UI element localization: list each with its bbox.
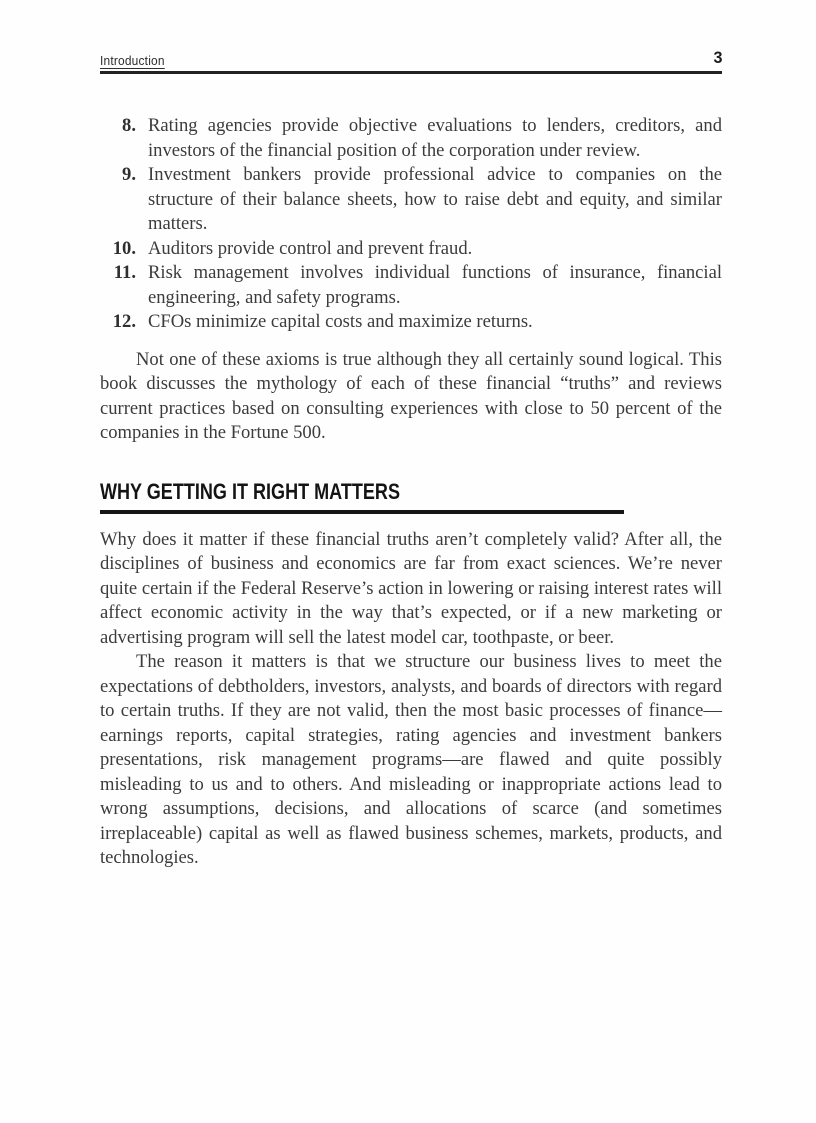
running-header-section-label: Introduction (100, 53, 165, 68)
list-item-number: 9. (122, 164, 136, 185)
section-heading: WHY GETTING IT RIGHT MATTERS (100, 478, 400, 504)
list-item-text: Rating agencies provide objective evaluations to lenders, creditors, and investors of the financial position of the corporation under review. (148, 115, 722, 161)
numbered-list (100, 114, 722, 335)
section-body (100, 528, 722, 871)
running-header (100, 48, 722, 68)
list-item-number: 10. (112, 237, 136, 259)
list-item-text: Risk management involves individual functions of insurance, financial engineering, and safety programs. (148, 262, 722, 308)
list-item (100, 114, 722, 163)
header-rule (100, 71, 722, 74)
section-paragraph: Why does it matter if these financial truths aren’t completely valid? After all, the disciplines of business and economics are far from exact sciences. We’re never quite certain if the Federal Reserve’s action in lowering or raising interest rates will affect economic activity in the way that’s expected, or if a new marketing or advertising program will sell the latest model car, toothpaste, or beer. (100, 528, 722, 648)
section-paragraph: The reason it matters is that we structure our business lives to meet the expectations of debtholders, investors, analysts, and boards of directors with regard to certain truths. If they are not valid, then the most basic processes of finance—earnings reports, capital strategies, rating agencies and investment bankers presentations, risk management programs—are flawed and quite possibly misleading to us and to others. And misleading or inappropriate actions lead to wrong assumptions, decisions, and allocations of scarce (and sometimes irreplaceable) capital as well as flawed business schemes, markets, products, and technologies. (100, 651, 722, 868)
page-number: 3 (713, 48, 722, 67)
list-item-number: 12. (112, 311, 136, 332)
intro-paragraph: Not one of these axioms is true although they all certainly sound logical. This book discusses the mythology of each of these financial “truths” and reviews current practices based on consulting experiences with close to 50 percent of the companies in the Fortune 500. (100, 348, 722, 443)
list-item-text: Investment bankers provide professional advice to companies on the structure of their balance sheets, how to raise debt and equity, and similar matters. (148, 164, 722, 234)
list-item (100, 310, 722, 335)
list-item-text: Auditors provide control and prevent fraud. (148, 237, 473, 259)
list-item (100, 261, 722, 310)
list-item (100, 163, 722, 237)
list-item-number: 11. (113, 262, 136, 283)
list-item (100, 237, 722, 262)
section-heading-rule (100, 479, 624, 514)
list-item-text: CFOs minimize capital costs and maximize returns. (148, 311, 533, 332)
list-item-number: 8. (122, 115, 136, 136)
